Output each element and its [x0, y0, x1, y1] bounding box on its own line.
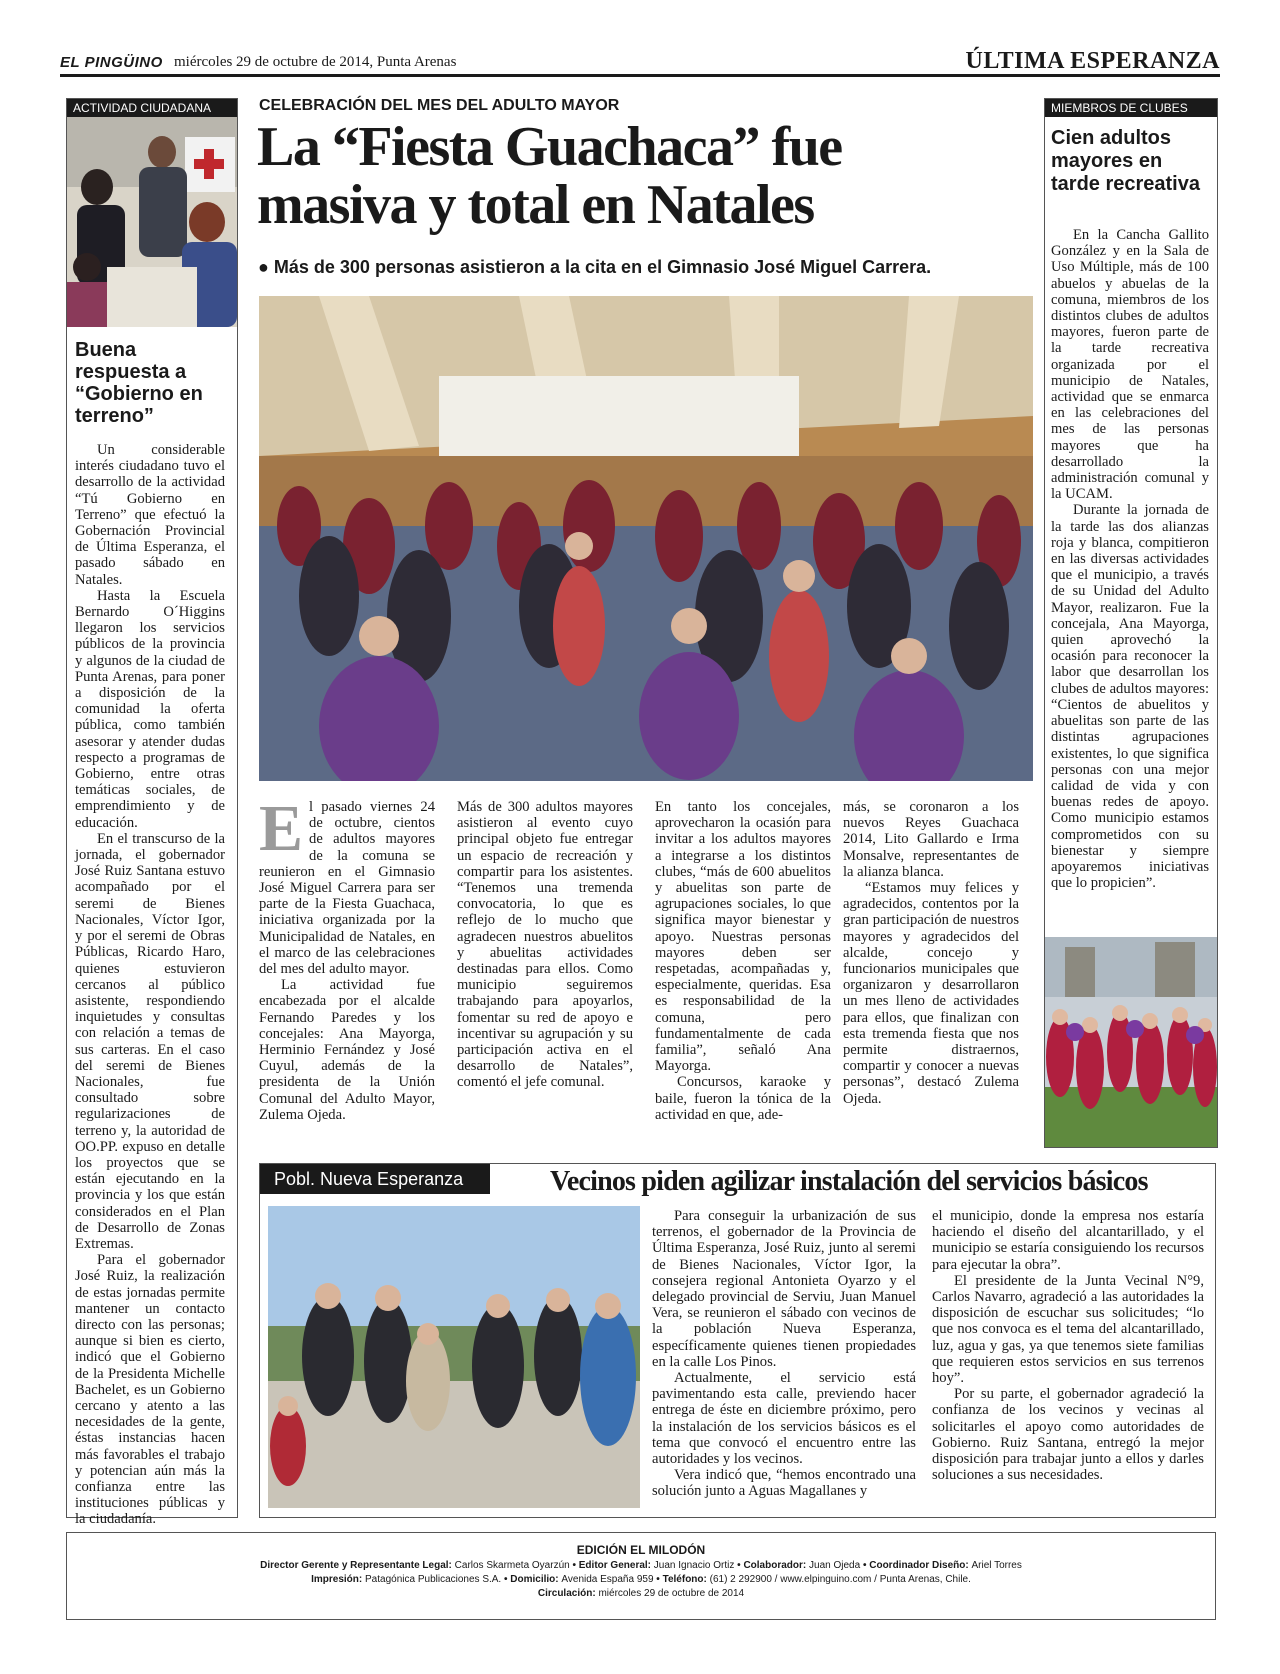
bottom-paragraph: Vera indicó que, “hemos encontrado una solución junto a Aguas Magallanes y [652, 1467, 916, 1500]
main-column-text: Más de 300 adultos mayores asistieron al evento cuyo principal objeto fue entregar un espacio de recreación y compartir para los asistentes. “Tenemos una tremenda convocatoria, lo que es reflejo de lo mucho que agradecen nuestros abuelitos y abuelitas actividades destinadas para ellos. Como municipio seguiremos trabajando para apoyarlos, fomentar su red de apoyo e incentivar su agrupación y su participación activa en el desarrollo de Natales”, comentó el jefe comunal. [457, 799, 633, 1091]
main-column-paragraph: “Estamos muy felices y agradecidos, contentos por la gran participación de nuestros mayores y agradecidos del alcalde, concejo y funcionarios municipales que organizaron y desarrollaron un mes lleno de actividades para ellos, que finalizan con esta tremenda fiesta que nos permite distraernos, compartir y conocer a nuevas personas”, destacó Zulema Ojeda. [843, 880, 1019, 1107]
sidebar-tag: ACTIVIDAD CIUDADANA [67, 99, 237, 117]
main-column-2 [457, 799, 633, 1091]
footer-credit-value: Carlos Skarmeta Oyarzún [454, 1560, 570, 1571]
footer-credit-label: Coordinador Diseño: [869, 1560, 972, 1571]
right-sidebar-paragraph: En la Cancha Gallito González y en la Sala de Uso Múltiple, más de 100 abuelos y abuelas de la comuna, miembros de los distintos clubes de adultos mayores, fueron parte de la tarde recreativa organizada por el municipio de Natales, actividad que se enmarca en las celebraciones del mes de las personas mayores que ha desarrollado la administración comunal y la UCAM. [1051, 227, 1209, 503]
main-column-paragraph: Concursos, karaoke y baile, fueron la tónica de la actividad en que, ade- [655, 1074, 831, 1123]
footer-credit-label: Colaborador: [743, 1560, 810, 1571]
bottom-paragraph: el municipio, donde la empresa nos estaría haciendo el diseño del alcantarillado, y el municipio se estaría consiguiendo los recursos para ejecutar la obra”. [932, 1208, 1204, 1273]
main-headline-line1: La “Fiesta Guachaca” fue [257, 116, 842, 178]
main-photo [259, 296, 1033, 781]
right-sidebar-headline: Cien adultos mayores en tarde recreativa [1051, 127, 1200, 195]
paper-name: EL PINGÜINO [60, 54, 163, 71]
bottom-column-2 [932, 1208, 1204, 1483]
footer-credits-3 [67, 1587, 1215, 1601]
sidebar-headline: Buena respuesta a “Gobierno en terreno” [75, 339, 203, 427]
bottom-column-1 [652, 1208, 916, 1500]
main-headline [257, 118, 977, 234]
page-header [60, 48, 1220, 78]
sidebar-paragraph: En el transcurso de la jornada, el gobernador José Ruiz Santana estuvo acompañado por el seremi de Bienes Nacionales, Víctor Igor, y por el seremi de Obras Públicas, Ricardo Haro, quienes estuvieron cercanos al público asistente, respondiendo inquietudes y consultas con relación a temas de sus carteras. En el caso del seremi de Bienes Nacionales, fue consultado sobre regularizaciones de terreno y, la autoridad de OO.PP. expuso en detalle los proyectos que se están ejecutando en la provincia y los que están considerados en el Plan de Desarrollo de Zonas Extremas. [75, 830, 225, 1252]
footer-title: EDICIÓN EL MILODÓN [576, 1543, 706, 1557]
header-date: miércoles 29 de octubre de 2014, Punta Arenas [174, 54, 457, 70]
right-sidebar-paragraph: Durante la jornada de la tarde las dos alianzas roja y blanca, compitieron en las diversas actividades que el municipio, a través de su Unidad del Adulto Mayor, realizaron. Fue la concejala, Ana Mayorga, quien aprovechó la ocasión para reconocer la labor que desarrollan los clubes de adultos mayores: “Cientos de abuelitos y abuelitas son parte de las distintas agrupaciones existentes, lo que significa personas con una mejor calidad de vida y con buenas redes de apoyo. Como municipio estamos comprometidos con su bienestar y siempre apoyaremos iniciativas que lo propicien”. [1051, 502, 1209, 892]
main-column-text: más, se coronaron a los nuevos Reyes Guachaca 2014, Lito Gallardo e Irma Monsalve, representantes de la alianza blanca. [843, 799, 1019, 880]
drop-cap: E [259, 792, 304, 865]
bottom-paragraph: El presidente de la Junta Vecinal N°9, Carlos Navarro, agradeció a las autoridades la disposición de escuchar sus solicitudes; “lo que nos convoca es el tema del alcantarillado, luz, agua y gas, ya que tenemos siete familias que requieren estos servicios en sus terrenos hoy”. [932, 1272, 1204, 1387]
bottom-story [259, 1163, 1216, 1518]
footer-credit-value: Avenida España 959 [561, 1574, 654, 1585]
footer-credit-value: (61) 2 292900 / www.elpinguino.com / Punta Arenas, Chile. [709, 1574, 971, 1585]
footer-credit-label: Impresión: [311, 1574, 366, 1585]
main-column-3 [655, 799, 831, 1123]
footer-separator: • [734, 1560, 744, 1571]
bullet-icon: ● [258, 257, 269, 277]
sidebar-paragraph: Hasta la Escuela Bernardo O´Higgins llegaron los servicios públicos de la provincia y algunos de la ciudad de Punta Arenas, para poner a disposición de la comunidad la oferta pública, como también asesorar y atender dudas respecto a programas de Gobierno, entre otras temáticas sociales, de emprendimiento y de educación. [75, 587, 225, 831]
footer-credit-value: Juan Ignacio Ortiz [653, 1560, 735, 1571]
bottom-headline: Vecinos piden agilizar instalación del servicios básicos [550, 1166, 1148, 1197]
bottom-photo [268, 1206, 640, 1508]
bottom-paragraph: Por su parte, el gobernador agradeció la confianza de los vecinos y vecinas al solicitarles el apoyo como autoridades de Gobierno. Ruiz Santana, entregó la mejor disposición para trabajar junto a ellos y darles soluciones a sus necesidades. [932, 1386, 1204, 1484]
main-headline-line2: masiva y total en Natales [257, 174, 814, 236]
footer-credit-value: Juan Ojeda [809, 1560, 861, 1571]
main-kicker: CELEBRACIÓN DEL MES DEL ADULTO MAYOR [259, 97, 620, 114]
section-title: ÚLTIMA ESPERANZA [965, 48, 1220, 74]
sidebar-photo [67, 117, 237, 327]
footer-credits-2 [67, 1573, 1215, 1587]
footer-separator: • [860, 1560, 870, 1571]
main-column-paragraph: La actividad fue encabezada por el alcalde Fernando Paredes y los concejales: Ana Mayorga, Herminio Fernández y José Cuyul, además de la presidenta de la Unión Comunal del Adulto Mayor, Zulema Ojeda. [259, 977, 435, 1123]
right-sidebar-body [1051, 227, 1209, 891]
footer-separator: • [501, 1574, 511, 1585]
main-column-text: En tanto los concejales, aprovecharon la ocasión para invitar a los adultos mayores a integrarse a los distintos clubes, “más de 600 abuelitos y abuelitas son parte de agrupaciones sociales, lo que significa mayor bienestar y apoyo. Nuestras personas mayores deben ser respetadas, acompañadas y, especialmente, queridas. Esa es responsabilidad de la comuna, pero fundamentalmente de cada familia”, señaló Ana Mayorga. [655, 799, 831, 1075]
footer-credit-label: Director Gerente y Representante Legal: [260, 1560, 455, 1571]
main-column-text: l pasado viernes 24 de octubre, cientos de adultos mayores de la comuna se reunieron en el Gimnasio José Miguel Carrera para ser parte de la Fiesta Guachaca, iniciativa organizada por la Municipalidad de Natales, en el marco de las celebraciones del mes del adulto mayor. [259, 799, 435, 978]
bottom-paragraph: Para conseguir la urbanización de sus terrenos, el gobernador de la Provincia de Última Esperanza, José Ruiz, junto al seremi de Bienes Nacionales, Víctor Igor, la consejera regional Antonieta Oyarzo y el delegado provincial de Serviu, Juan Manuel Vera, se reunieron el sábado con vecinos de la población Nueva Esperanza, específicamente quienes tienen propiedades en la calle Los Pinos. [652, 1208, 916, 1370]
main-subhead [258, 257, 931, 278]
footer-credit-value: miércoles 29 de octubre de 2014 [598, 1588, 745, 1599]
bottom-paragraph: Actualmente, el servicio está pavimentando esta calle, previendo hacer entrega de éste en diciembre próximo, pero la instalación de los servicios básicos es el tema que convocó el encuentro entre las autoridades y los vecinos. [652, 1370, 916, 1468]
main-column-1 [259, 792, 435, 1123]
main-body [259, 792, 1037, 1151]
footer-separator: • [569, 1560, 579, 1571]
sidebar-body [75, 442, 225, 1528]
footer-credit-label: Circulación: [537, 1588, 599, 1599]
right-sidebar-tag: MIEMBROS DE CLUBES [1045, 99, 1217, 117]
footer-box [66, 1532, 1216, 1620]
header-rule [60, 74, 1220, 77]
footer-credit-value: Patagónica Publicaciones S.A. [365, 1574, 502, 1585]
bottom-tag: Pobl. Nueva Esperanza [260, 1164, 490, 1194]
main-column-4 [843, 799, 1019, 1107]
sidebar-paragraph: Un considerable interés ciudadano tuvo el desarrollo de la actividad “Tú Gobierno en Terreno” que efectuó la Gobernación Provincial de Última Esperanza, el pasado sábado en Natales. [75, 442, 225, 588]
footer-credit-label: Teléfono: [662, 1574, 710, 1585]
footer-credit-value: Ariel Torres [971, 1560, 1022, 1571]
right-sidebar [1044, 98, 1218, 1148]
footer-credits-1 [67, 1559, 1215, 1573]
footer-credit-label: Domicilio: [510, 1574, 562, 1585]
footer-separator: • [653, 1574, 663, 1585]
right-sidebar-photo [1045, 937, 1217, 1147]
main-subhead-text: Más de 300 personas asistieron a la cita en el Gimnasio José Miguel Carrera. [273, 257, 932, 277]
left-sidebar [66, 98, 238, 1528]
footer-credit-label: Editor General: [578, 1560, 654, 1571]
sidebar-paragraph: Para el gobernador José Ruiz, la realización de estas jornadas permite mantener un contacto directo con las personas; aunque si bien es cierto, indicó que el Gobierno de la Presidenta Michelle Bachelet, es un Gobierno cercano y atento a las necesidades de la gente, éstas instancias hacen más favorables el trabajo y potencian aún más la confianza entre las instituciones públicas y la ciudadanía. [75, 1252, 225, 1528]
